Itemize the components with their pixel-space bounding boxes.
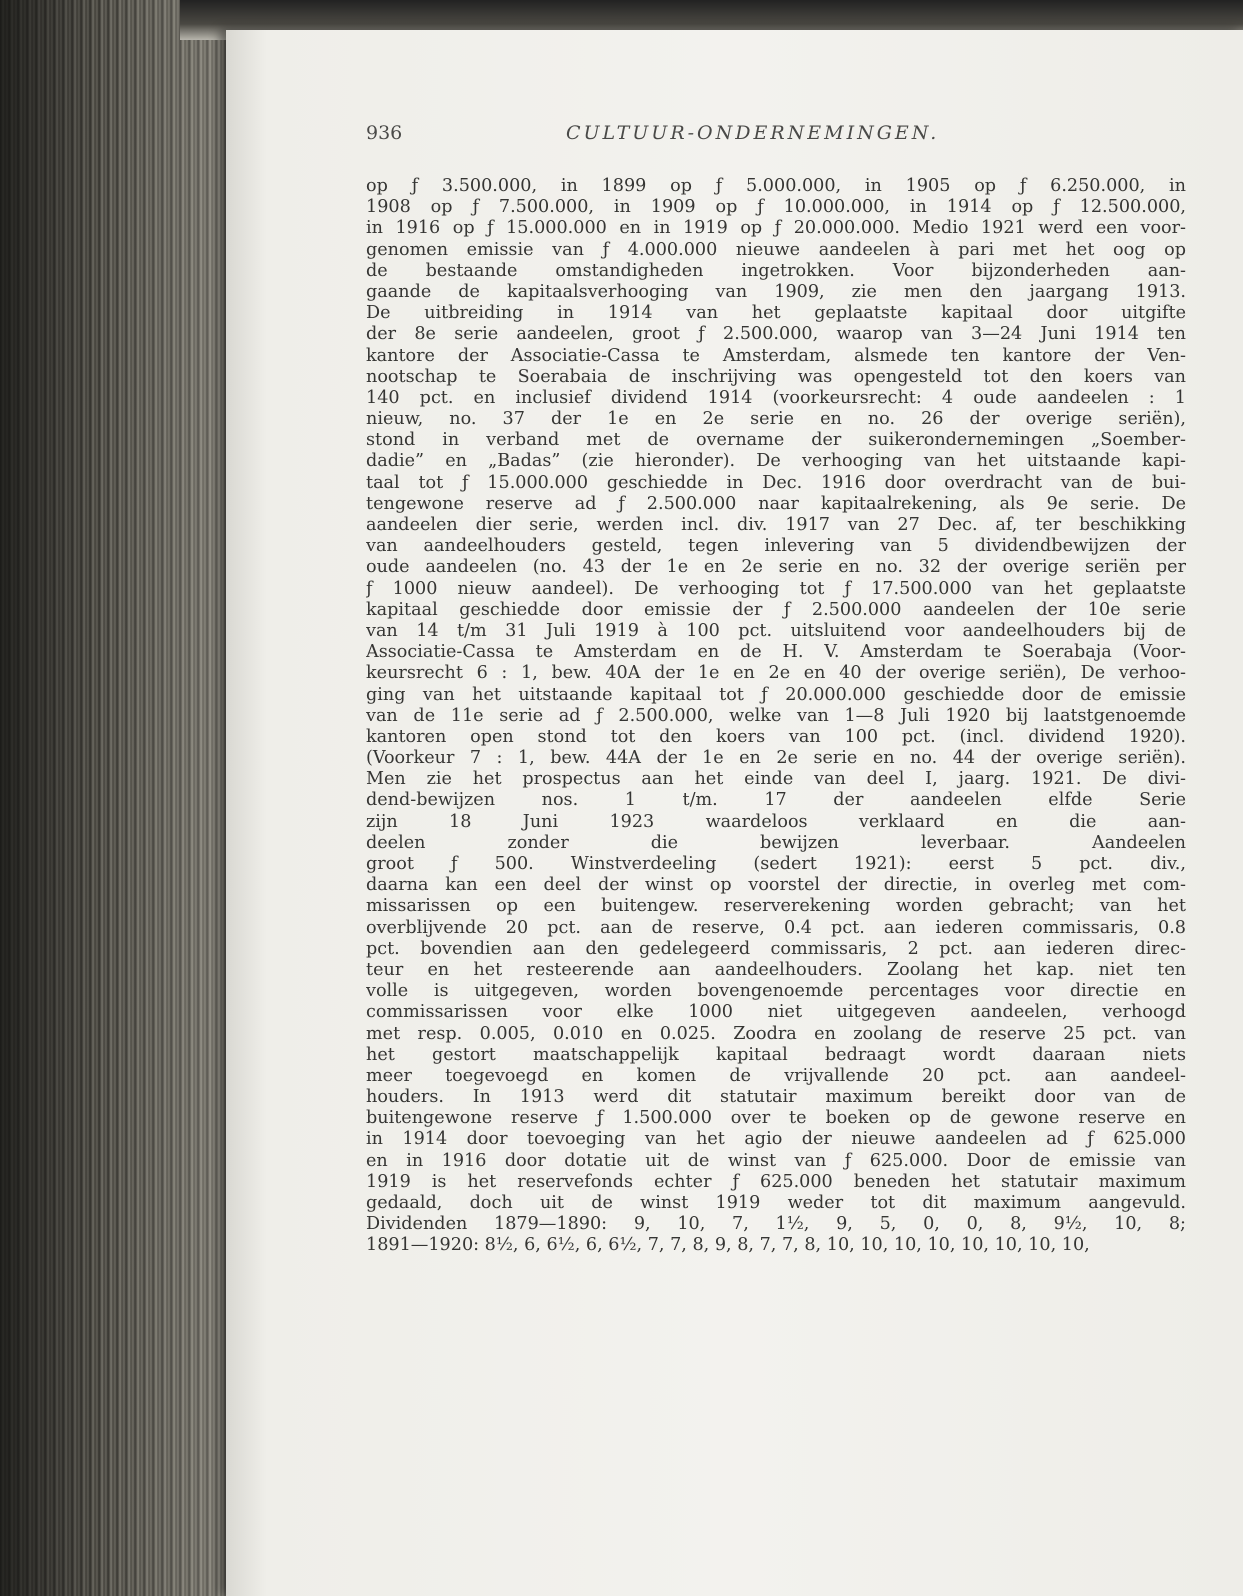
text-line: daarna kan een deel der winst op voorstel der directie, in overleg met com- bbox=[366, 875, 1186, 896]
text-line: 140 pct. en inclusief dividend 1914 (voorkeursrecht: 4 oude aandeelen : 1 bbox=[366, 387, 1186, 408]
text-line: pct. bovendien aan den gedelegeerd commissaris, 2 pct. aan iederen direc- bbox=[366, 938, 1186, 959]
text-line: buitengewone reserve ƒ 1.500.000 over te boeken op de gewone reserve en bbox=[366, 1108, 1186, 1129]
text-line: stond in verband met de overname der suikerondernemingen „Soember- bbox=[366, 430, 1186, 451]
text-line: genomen emissie van ƒ 4.000.000 nieuwe aandeelen à pari met het oog op bbox=[366, 239, 1186, 260]
text-line: meer toegevoegd en komen de vrijvallende 20 pct. aan aandeel- bbox=[366, 1065, 1186, 1086]
text-line: in 1914 door toevoeging van het agio der nieuwe aandeelen ad ƒ 625.000 bbox=[366, 1129, 1186, 1150]
text-line: der 8e serie aandeelen, groot ƒ 2.500.000, waarop van 3—24 Juni 1914 ten bbox=[366, 324, 1186, 345]
text-line: in 1916 op ƒ 15.000.000 en in 1919 op ƒ 20.000.000. Medio 1921 werd een voor- bbox=[366, 218, 1186, 239]
text-line: Men zie het prospectus aan het einde van deel I, jaarg. 1921. De divi- bbox=[366, 769, 1186, 790]
text-line: met resp. 0.005, 0.010 en 0.025. Zoodra en zoolang de reserve 25 pct. van bbox=[366, 1023, 1186, 1044]
text-line: het gestort maatschappelijk kapitaal bedraagt wordt daaraan niets bbox=[366, 1044, 1186, 1065]
text-line: (Voorkeur 7 : 1, bew. 44A der 1e en 2e serie en no. 44 der overige seriën). bbox=[366, 748, 1186, 769]
text-line: overblijvende 20 pct. aan de reserve, 0.4 pct. aan iederen commissaris, 0.8 bbox=[366, 917, 1186, 938]
text-line: ƒ 1000 nieuw aandeel). De verhooging tot ƒ 17.500.000 van het geplaatste bbox=[366, 578, 1186, 599]
text-line: keursrecht 6 : 1, bew. 40A der 1e en 2e en 40 der overige seriën), De verhoo- bbox=[366, 663, 1186, 684]
text-line: missarissen op een buitengew. reserverekening worden gebracht; van het bbox=[366, 896, 1186, 917]
text-line: kapitaal geschiedde door emissie der ƒ 2.500.000 aandeelen der 10e serie bbox=[366, 599, 1186, 620]
text-line: gaande de kapitaalsverhooging van 1909, zie men den jaargang 1913. bbox=[366, 281, 1186, 302]
text-line: dend-bewijzen nos. 1 t/m. 17 der aandeelen elfde Serie bbox=[366, 790, 1186, 811]
text-line: nieuw, no. 37 der 1e en 2e serie en no. 26 der overige seriën), bbox=[366, 409, 1186, 430]
text-line: en in 1916 door dotatie uit de winst van ƒ 625.000. Door de emissie van bbox=[366, 1150, 1186, 1171]
text-line: 1919 is het reservefonds echter ƒ 625.000 beneden het statutair maximum bbox=[366, 1171, 1186, 1192]
text-line: oude aandeelen (no. 43 der 1e en 2e serie en no. 32 der overige seriën per bbox=[366, 557, 1186, 578]
text-line: ging van het uitstaande kapitaal tot ƒ 20.000.000 geschiedde door de emissie bbox=[366, 684, 1186, 705]
text-line: groot ƒ 500. Winstverdeeling (sedert 1921): eerst 5 pct. div., bbox=[366, 854, 1186, 874]
text-line: houders. In 1913 werd dit statutair maximum bereikt door van de bbox=[366, 1087, 1186, 1108]
text-line: Dividenden 1879—1890: 9, 10, 7, 1½, 9, 5, 0, 0, 8, 9½, 10, 8; bbox=[366, 1214, 1186, 1235]
book-page bbox=[226, 30, 1243, 1596]
running-head: CULTUUR-ONDERNEMINGEN. bbox=[566, 122, 940, 144]
text-line: aandeelen dier serie, werden incl. div. 1917 van 27 Dec. af, ter beschikking bbox=[366, 515, 1186, 535]
body-text bbox=[366, 176, 1186, 1257]
text-line: van aandeelhouders gesteld, tegen inlevering van 5 dividendbewijzen der bbox=[366, 536, 1186, 557]
text-line: kantoren open stond tot den koers van 100 pct. (incl. dividend 1920). bbox=[366, 726, 1186, 747]
text-line: 1908 op ƒ 7.500.000, in 1909 op ƒ 10.000.000, in 1914 op ƒ 12.500.000, bbox=[366, 197, 1186, 218]
text-line: zijn 18 Juni 1923 waardeloos verklaard en die aan- bbox=[366, 811, 1186, 832]
text-line: teur en het resteerende aan aandeelhouders. Zoolang het kap. niet ten bbox=[366, 959, 1186, 980]
text-line: van de 11e serie ad ƒ 2.500.000, welke van 1—8 Juli 1920 bij laatstgenoemde bbox=[366, 705, 1186, 726]
text-line: Associatie-Cassa te Amsterdam en de H. V. Amsterdam te Soerabaja (Voor- bbox=[366, 642, 1186, 663]
text-line: commissarissen voor elke 1000 niet uitgegeven aandeelen, verhoogd bbox=[366, 1002, 1186, 1023]
text-line: volle is uitgegeven, worden bovengenoemde percentages voor directie en bbox=[366, 981, 1186, 1002]
page-number: 936 bbox=[366, 122, 403, 144]
text-line: van 14 t/m 31 Juli 1919 à 100 pct. uitsluitend voor aandeelhouders bij de bbox=[366, 620, 1186, 641]
text-line: taal tot ƒ 15.000.000 geschiedde in Dec. 1916 door overdracht van de bui- bbox=[366, 472, 1186, 493]
text-line: nootschap te Soerabaia de inschrijving was opengesteld tot den koers van bbox=[366, 366, 1186, 387]
text-line: gedaald, doch uit de winst 1919 weder tot dit maximum aangevuld. bbox=[366, 1193, 1186, 1213]
text-line: deelen zonder die bewijzen leverbaar. Aandeelen bbox=[366, 832, 1186, 853]
text-line: tengewone reserve ad ƒ 2.500.000 naar kapitaalrekening, als 9e serie. De bbox=[366, 493, 1186, 514]
text-line: De uitbreiding in 1914 van het geplaatste kapitaal door uitgifte bbox=[366, 303, 1186, 324]
book-page-edges bbox=[0, 0, 232, 1596]
text-line: dadie” en „Badas” (zie hieronder). De verhooging van het uitstaande kapi- bbox=[366, 451, 1186, 472]
text-line: kantore der Associatie-Cassa te Amsterdam, alsmede ten kantore der Ven- bbox=[366, 345, 1186, 366]
page-header bbox=[366, 122, 1166, 152]
text-line: 1891—1920: 8½, 6, 6½, 6, 6½, 7, 7, 8, 9, 8, 7, 7, 8, 10, 10, 10, 10, 10, 10, 10, 10, bbox=[366, 1235, 1090, 1256]
text-line: de bestaande omstandigheden ingetrokken. Voor bijzonderheden aan- bbox=[366, 260, 1186, 281]
text-line: op ƒ 3.500.000, in 1899 op ƒ 5.000.000, in 1905 op ƒ 6.250.000, in bbox=[366, 176, 1186, 196]
